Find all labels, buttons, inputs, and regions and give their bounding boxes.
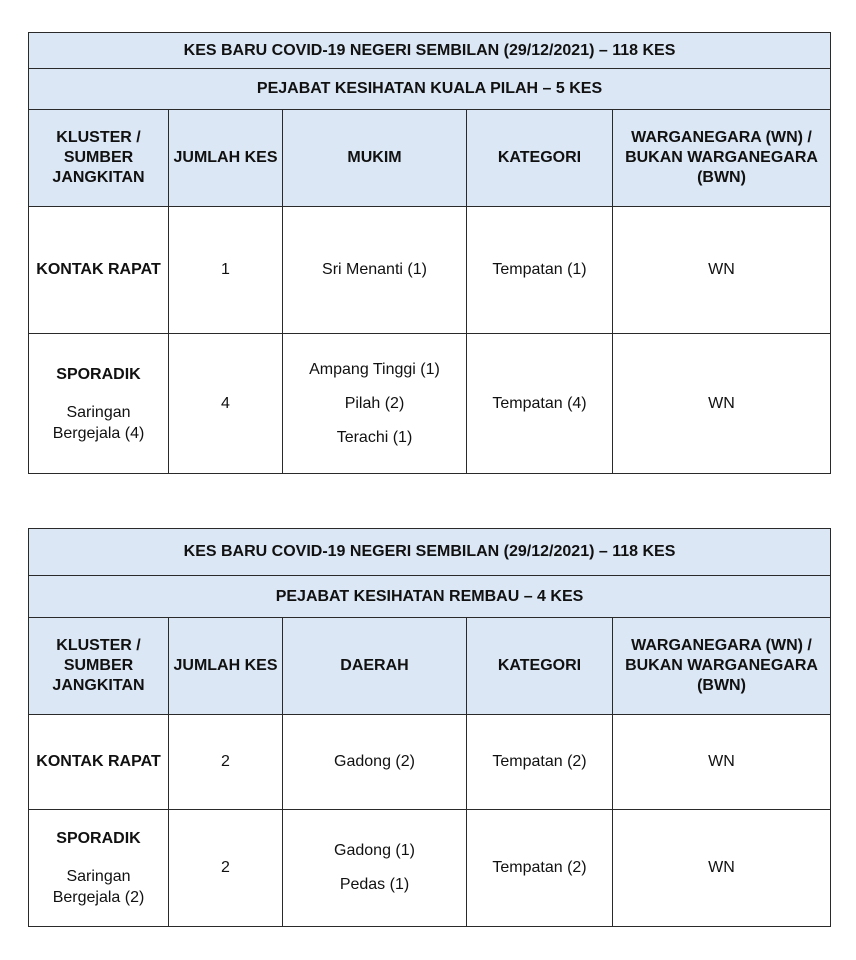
place-item: Ampang Tinggi (1) (309, 360, 440, 378)
count-cell: 1 (169, 207, 283, 334)
cluster-name: KONTAK RAPAT (36, 753, 161, 770)
place-item: Sri Menanti (1) (322, 261, 427, 278)
covid-table-rembau (28, 528, 831, 927)
header-category: KATEGORI (467, 618, 613, 715)
citizenship-cell: WN (613, 334, 831, 474)
count-cell: 2 (169, 715, 283, 810)
citizenship-cell: WN (613, 207, 831, 334)
office-heading: PEJABAT KESIHATAN KUALA PILAH – 5 KES (29, 69, 831, 110)
place-cell (283, 810, 467, 927)
covid-table-kuala-pilah (28, 32, 831, 474)
place-cell (283, 207, 467, 334)
place-item: Terachi (1) (336, 428, 413, 446)
header-citizenship: WARGANEGARA (WN) / BUKAN WARGANEGARA (BWN) (613, 110, 831, 207)
citizenship-cell: WN (613, 715, 831, 810)
table-row (29, 207, 831, 334)
cluster-name: SPORADIK (56, 830, 141, 847)
citizenship-cell: WN (613, 810, 831, 927)
header-cluster: KLUSTER / SUMBER JANGKITAN (29, 110, 169, 207)
category-cell: Tempatan (2) (467, 810, 613, 927)
cluster-cell (29, 207, 169, 334)
place-cell (283, 715, 467, 810)
category-cell: Tempatan (1) (467, 207, 613, 334)
header-category: KATEGORI (467, 110, 613, 207)
table-title: KES BARU COVID-19 NEGERI SEMBILAN (29/12/2021) – 118 KES (29, 529, 831, 576)
header-citizenship: WARGANEGARA (WN) / BUKAN WARGANEGARA (BWN) (613, 618, 831, 715)
cluster-sub: Saringan Bergejala (4) (52, 403, 145, 442)
cluster-cell (29, 334, 169, 474)
place-item: Pilah (2) (344, 394, 405, 412)
table-title: KES BARU COVID-19 NEGERI SEMBILAN (29/12/2021) – 118 KES (29, 33, 831, 69)
place-cell (283, 334, 467, 474)
category-cell: Tempatan (4) (467, 334, 613, 474)
header-count: JUMLAH KES (169, 618, 283, 715)
place-item: Gadong (1) (334, 842, 415, 859)
cluster-name: KONTAK RAPAT (36, 261, 161, 278)
table-row (29, 810, 831, 927)
cluster-cell (29, 715, 169, 810)
count-cell: 2 (169, 810, 283, 927)
table-row (29, 334, 831, 474)
count-cell: 4 (169, 334, 283, 474)
header-daerah: DAERAH (283, 618, 467, 715)
cluster-cell (29, 810, 169, 927)
table-row (29, 715, 831, 810)
header-cluster: KLUSTER / SUMBER JANGKITAN (29, 618, 169, 715)
cluster-sub: Saringan Bergejala (2) (52, 868, 145, 906)
cluster-name: SPORADIK (56, 365, 141, 383)
office-heading: PEJABAT KESIHATAN REMBAU – 4 KES (29, 576, 831, 618)
header-count: JUMLAH KES (169, 110, 283, 207)
place-item: Gadong (2) (334, 753, 415, 770)
category-cell: Tempatan (2) (467, 715, 613, 810)
header-mukim: MUKIM (283, 110, 467, 207)
place-item: Pedas (1) (339, 876, 410, 893)
